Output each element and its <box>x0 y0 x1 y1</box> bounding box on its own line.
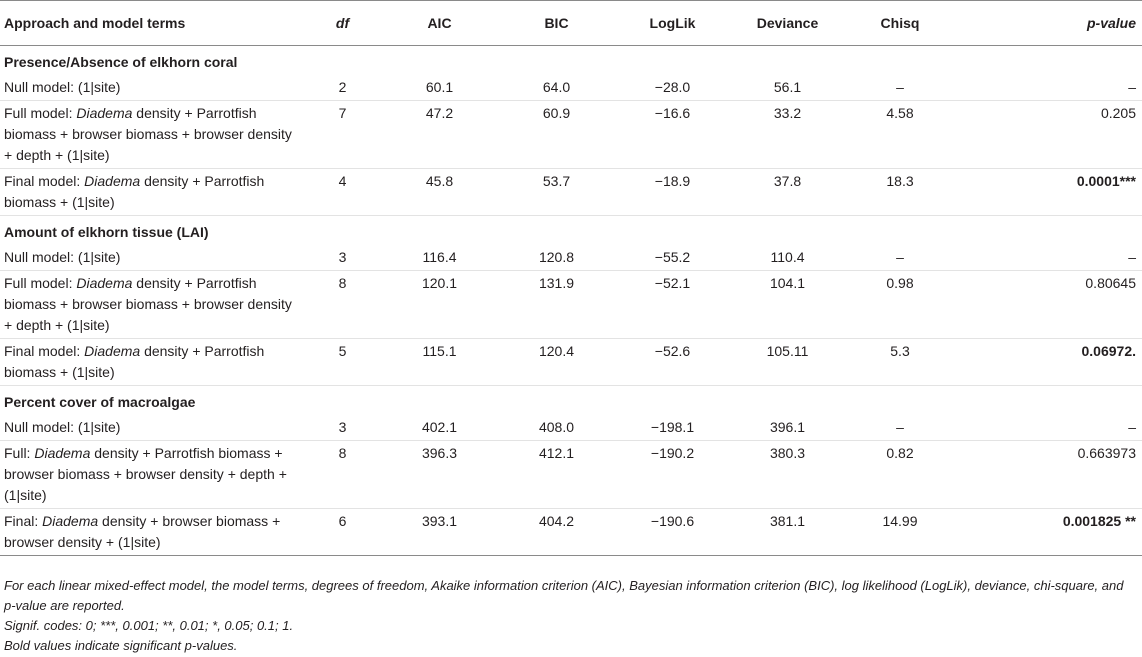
terms-suffix: density + Parrotfish biomass + (1|site) <box>4 173 265 210</box>
table-row <box>0 75 1142 101</box>
cell-pvalue: 0.80645 <box>955 271 1142 339</box>
model-terms-text <box>4 247 294 268</box>
table-row <box>0 101 1142 169</box>
cell-df: 5 <box>304 339 381 386</box>
table-row <box>0 509 1142 556</box>
section-header-row <box>0 386 1142 416</box>
cell-chisq: 0.98 <box>845 271 955 339</box>
cell-chisq: 5.3 <box>845 339 955 386</box>
cell-model-terms <box>0 245 304 271</box>
cell-pvalue <box>955 169 1142 216</box>
cell-bic: 404.2 <box>498 509 615 556</box>
cell-chisq: 4.58 <box>845 101 955 169</box>
terms-prefix: Full model: <box>4 105 77 121</box>
table-footnotes <box>4 576 1138 656</box>
significant-pvalue: 0.001825 ** <box>1062 513 1136 529</box>
cell-chisq: – <box>845 415 955 441</box>
cell-aic: 393.1 <box>381 509 498 556</box>
terms-prefix: Final: <box>4 513 43 529</box>
cell-loglik: −52.1 <box>615 271 730 339</box>
cell-chisq: – <box>845 245 955 271</box>
cell-deviance: 381.1 <box>730 509 845 556</box>
cell-deviance: 105.11 <box>730 339 845 386</box>
header-pvalue <box>955 1 1142 46</box>
cell-pvalue: – <box>955 75 1142 101</box>
terms-prefix: Null model: (1|site) <box>4 249 121 265</box>
cell-bic: 408.0 <box>498 415 615 441</box>
cell-model-terms <box>0 169 304 216</box>
model-terms-text <box>4 103 294 166</box>
cell-aic: 60.1 <box>381 75 498 101</box>
table-body <box>0 46 1142 556</box>
model-terms-text <box>4 417 294 438</box>
header-row <box>0 1 1142 46</box>
section-title: Presence/Absence of elkhorn coral <box>4 54 238 70</box>
cell-df: 2 <box>304 75 381 101</box>
cell-model-terms <box>0 441 304 509</box>
section-title: Percent cover of macroalgae <box>4 394 196 410</box>
table-row <box>0 441 1142 509</box>
header-pvalue-text: p-value <box>1086 14 1136 31</box>
cell-df: 8 <box>304 441 381 509</box>
table-row <box>0 271 1142 339</box>
header-df: df <box>304 1 381 46</box>
cell-deviance: 104.1 <box>730 271 845 339</box>
cell-aic: 402.1 <box>381 415 498 441</box>
cell-aic: 120.1 <box>381 271 498 339</box>
cell-aic: 115.1 <box>381 339 498 386</box>
cell-model-terms <box>0 415 304 441</box>
cell-loglik: −52.6 <box>615 339 730 386</box>
cell-pvalue <box>955 509 1142 556</box>
footnote-signif-codes: Signif. codes: 0; ***, 0.001; **, 0.01; *, 0.05; 0.1; 1. <box>4 618 294 633</box>
terms-species: Diadema <box>42 513 99 529</box>
table-row <box>0 245 1142 271</box>
model-terms-text <box>4 341 294 383</box>
section-title: Amount of elkhorn tissue (LAI) <box>4 224 209 240</box>
cell-aic: 45.8 <box>381 169 498 216</box>
terms-species: Diadema <box>84 173 141 189</box>
cell-model-terms <box>0 271 304 339</box>
cell-deviance: 37.8 <box>730 169 845 216</box>
footnote-description: For each linear mixed-effect model, the model terms, degrees of freedom, Akaike information criterion (AIC), Bayesian information criterion (BIC), log likelihood (LogLik), deviance, chi-square, and p-value are reported. <box>4 578 1124 613</box>
model-terms-text <box>4 171 294 213</box>
cell-deviance: 380.3 <box>730 441 845 509</box>
footnote-bold-note: Bold values indicate significant p-values. <box>4 638 238 653</box>
cell-bic: 412.1 <box>498 441 615 509</box>
cell-deviance: 110.4 <box>730 245 845 271</box>
cell-bic: 53.7 <box>498 169 615 216</box>
terms-prefix: Full: <box>4 445 35 461</box>
cell-deviance: 396.1 <box>730 415 845 441</box>
terms-species: Diadema <box>34 445 91 461</box>
terms-suffix: density + Parrotfish biomass + browser biomass + browser density + depth + (1|site) <box>4 445 287 503</box>
terms-prefix: Null model: (1|site) <box>4 419 121 435</box>
cell-loglik: −190.6 <box>615 509 730 556</box>
cell-bic: 120.4 <box>498 339 615 386</box>
terms-species: Diadema <box>84 343 141 359</box>
cell-loglik: −55.2 <box>615 245 730 271</box>
cell-chisq: 0.82 <box>845 441 955 509</box>
cell-bic: 131.9 <box>498 271 615 339</box>
terms-species: Diadema <box>76 275 133 291</box>
model-terms-text <box>4 77 294 98</box>
cell-bic: 60.9 <box>498 101 615 169</box>
header-loglik: LogLik <box>615 1 730 46</box>
cell-model-terms <box>0 75 304 101</box>
cell-deviance: 56.1 <box>730 75 845 101</box>
terms-prefix: Final model: <box>4 173 85 189</box>
cell-df: 4 <box>304 169 381 216</box>
model-terms-text <box>4 443 294 506</box>
cell-aic: 396.3 <box>381 441 498 509</box>
model-terms-text <box>4 511 294 553</box>
terms-suffix: density + Parrotfish biomass + browser biomass + browser density + depth + (1|site) <box>4 275 292 333</box>
cell-pvalue <box>955 339 1142 386</box>
cell-pvalue: 0.663973 <box>955 441 1142 509</box>
cell-loglik: −198.1 <box>615 415 730 441</box>
cell-bic: 120.8 <box>498 245 615 271</box>
header-term: Approach and model terms <box>0 1 304 46</box>
cell-chisq: 14.99 <box>845 509 955 556</box>
header-deviance: Deviance <box>730 1 845 46</box>
cell-aic: 116.4 <box>381 245 498 271</box>
terms-species: Diadema <box>76 105 133 121</box>
header-chisq: Chisq <box>845 1 955 46</box>
cell-loglik: −28.0 <box>615 75 730 101</box>
table-row <box>0 415 1142 441</box>
terms-suffix: density + Parrotfish biomass + (1|site) <box>4 343 265 380</box>
table-row <box>0 339 1142 386</box>
cell-pvalue: 0.205 <box>955 101 1142 169</box>
model-terms-text <box>4 273 294 336</box>
cell-aic: 47.2 <box>381 101 498 169</box>
cell-df: 8 <box>304 271 381 339</box>
section-header-row <box>0 46 1142 76</box>
cell-loglik: −18.9 <box>615 169 730 216</box>
terms-prefix: Null model: (1|site) <box>4 79 121 95</box>
cell-loglik: −16.6 <box>615 101 730 169</box>
terms-prefix: Final model: <box>4 343 85 359</box>
cell-model-terms <box>0 101 304 169</box>
cell-df: 3 <box>304 245 381 271</box>
cell-model-terms <box>0 339 304 386</box>
significant-pvalue: 0.0001*** <box>1076 173 1136 189</box>
significant-pvalue: 0.06972. <box>1081 343 1136 359</box>
cell-model-terms <box>0 509 304 556</box>
section-header-row <box>0 216 1142 246</box>
header-aic: AIC <box>381 1 498 46</box>
cell-pvalue: – <box>955 415 1142 441</box>
cell-df: 3 <box>304 415 381 441</box>
cell-bic: 64.0 <box>498 75 615 101</box>
cell-df: 6 <box>304 509 381 556</box>
cell-chisq: 18.3 <box>845 169 955 216</box>
header-bic: BIC <box>498 1 615 46</box>
terms-suffix: density + browser biomass + browser density + (1|site) <box>4 513 281 550</box>
cell-df: 7 <box>304 101 381 169</box>
cell-pvalue: – <box>955 245 1142 271</box>
cell-chisq: – <box>845 75 955 101</box>
terms-prefix: Full model: <box>4 275 77 291</box>
table-row <box>0 169 1142 216</box>
terms-suffix: density + Parrotfish biomass + browser biomass + browser density + depth + (1|site) <box>4 105 292 163</box>
cell-loglik: −190.2 <box>615 441 730 509</box>
cell-deviance: 33.2 <box>730 101 845 169</box>
